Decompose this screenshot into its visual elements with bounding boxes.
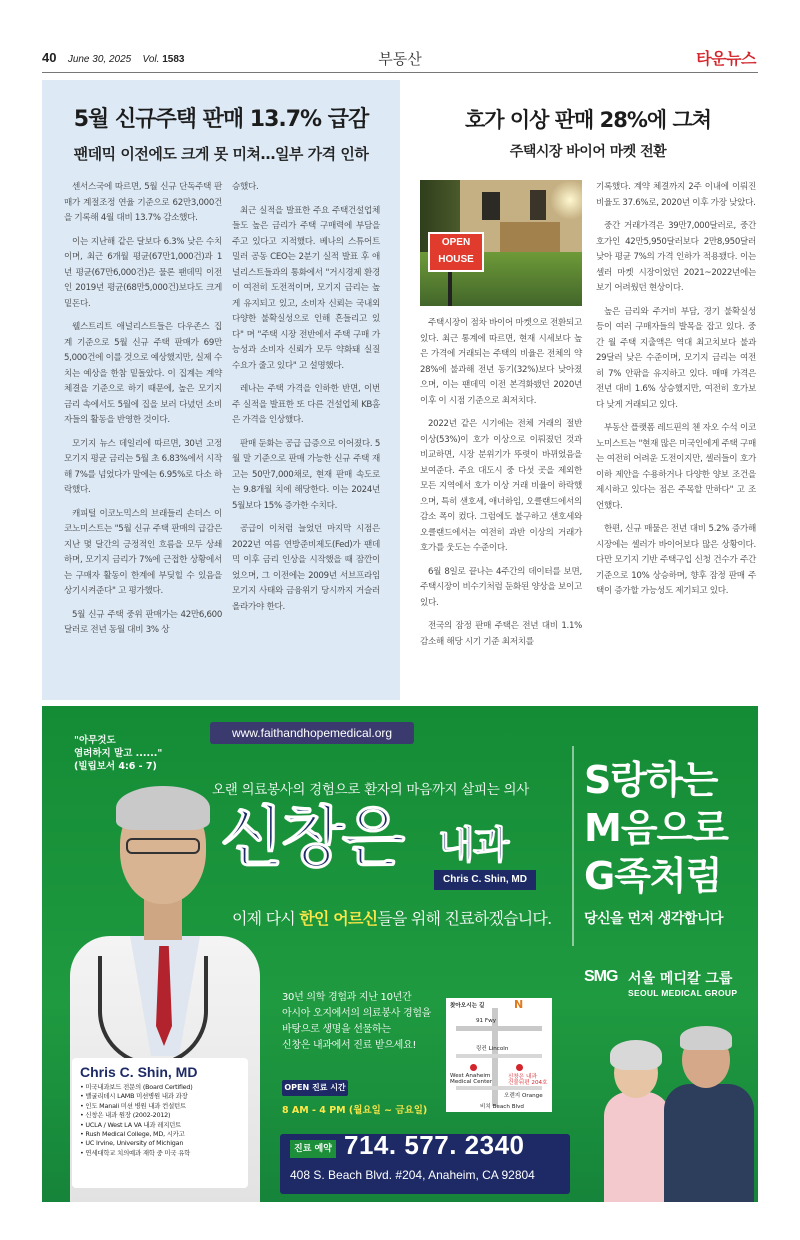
paragraph: 전국의 잠정 판매 주택은 전년 대비 1.1% 감소해 해당 시기 기준 최저치를 [420, 621, 582, 647]
map-label-orange: 오렌지 Orange [504, 1093, 543, 1099]
paragraph: 한편, 신규 매물은 전년 대비 5.2% 증가해 시장에는 셀러가 바이어보다 많은 상황이다. 다만 모기지 기반 주택구입 신청 건수가 주간 기준으로 10% 상승하며, 향후 잠정 판매 주택이 증가할 가능성도 제기되고 있다. [596, 524, 756, 596]
woman-hair [610, 1040, 662, 1070]
smg-logo-icon: SMG [584, 968, 618, 985]
glasses-icon [126, 838, 200, 854]
map-pin-icon [516, 1064, 523, 1071]
group-name: 서울 메디칼 그룹 [628, 971, 733, 987]
north-arrow-icon: N [514, 998, 524, 1011]
sign-line-1: OPEN [441, 237, 471, 248]
left-article-title: 5월 신규주택 판매 13.7% 급감 [73, 107, 369, 132]
intro-line: 신창은 내과에서 진료 받으세요! [282, 1040, 417, 1051]
right-article-column-2 [596, 180, 756, 608]
volume-label: Vol. [142, 54, 160, 65]
doctor-english-name: Chris C. Shin, MD [434, 870, 536, 890]
map-label-fwy: 91 Fwy [476, 1018, 496, 1024]
section-title: 부동산 [378, 50, 422, 68]
paragraph: 레나는 주택 가격을 인하한 반면, 이번 주 실적을 발표한 또 다른 건설업체 KB홈은 가격을 인상했다. [232, 384, 380, 425]
big-slogan-line: G족처럼 [584, 854, 722, 898]
appointment-label: 진료 예약 [290, 1140, 336, 1158]
list-item: • 인도 Manali 미션 병원 내과 컨설턴트 [80, 1102, 240, 1111]
list-item: • 밸굴리데시 LAMB 미션병원 내과 과장 [80, 1092, 240, 1101]
list-item: • Rush Medical College, MD, 시카고 [80, 1130, 240, 1139]
paragraph: 승했다. [232, 182, 259, 192]
map-pin-icon [470, 1064, 477, 1071]
big-slogan-sub: 당신을 먼저 생각합니다 [584, 911, 723, 927]
quote-line: 염려하지 말고 ......" [74, 748, 163, 759]
paragraph: 웰스트리트 애널리스트들은 다우존스 집계 기준으로 5월 신규 주택 판매가 69만5,000건에 이를 것으로 예상했지만, 실제 수치는 예상을 한참 밑돌았다. 이 집계는 계약 체결을 기준으로 하기 때문에, 높은 모기지 금리 속에서도 5월에 집을 보러 다녔던 소비자들의 활동을 반영한 것이다. [64, 322, 222, 425]
left-article-subtitle: 팬데믹 이전에도 크게 못 미쳐…일부 가격 인하 [73, 145, 369, 163]
man-body [664, 1084, 754, 1202]
paragraph: 최근 실적을 발표한 주요 주택건설업체들도 높은 금리가 주택 구매력에 부담을 주고 있다고 지적했다. 베나의 스튜어트 밀러 공동 CEO는 2분기 실적 발표 후 애널리스트들과의 통화에서 "거시경제 환경이 여전히 도전적이며, 모기지 금리는 높게 유지되고 있고, 소비자 신뢰는 국내외 다양한 불확실성으로 인해 흔들리고 있다" 며 "주택 시장 전반에서 주택 구매 가능성과 소비자 신뢰가 모두 약화돼 실질 수요가 줄고 있다" 고 설명했다. [232, 205, 380, 371]
intro-line: 아시아 오지에서의 의료봉사 경험을 [282, 1008, 432, 1019]
clinic-intro [282, 990, 431, 1054]
map-label-medical-center: Medical Center [450, 1079, 493, 1085]
paragraph: 캐피털 이코노믹스의 브래들리 손더스 이코노미스트는 "5월 신규 주택 판매의 급감은 지난 몇 달간의 긍정적인 흐름을 모두 상쇄하며, 모기지 금리가 7%에 근접한 상황에서는 구매자 활동이 한계에 부딪힐 수 있음을 상기시켜준다" 고 평가했다. [64, 508, 222, 596]
bible-quote [74, 734, 162, 773]
paragraph: 모기지 뉴스 데일리에 따르면, 30년 고정 모기지 평균 금리는 5월 초 6.83%에서 시작해 7%를 넘었다가 말에는 6.95%로 다소 하락했다. [64, 438, 222, 495]
clinic-name: 신창은 [220, 799, 403, 876]
elderly-couple-photo [602, 1016, 758, 1202]
tagline-pre: 이제 다시 [232, 909, 295, 928]
right-article-title: 호가 이상 판매 28%에 그쳐 [464, 108, 712, 132]
left-article-column-1 [64, 180, 222, 647]
paragraph: 공급이 이처럼 늘었던 마지막 시점은 2022년 여름 연방준비제도(Fed)가 팬데믹 이후 금리 인상을 시작했을 때 잠깐이었으며, 그 이전에는 2009년 서브프라임 모기지 사태와 금융위기 당시까지 거슬러 올라가야 한다. [232, 524, 380, 612]
map-road [456, 1026, 542, 1031]
paragraph: 부동산 플랫폼 레드핀의 첸 자오 수석 이코노미스트는 "현재 많은 미국인에게 주택 구매는 여전히 어려운 도전이지만, 셀러들이 호가 이하 제안을 수용하거나 다양한 양보 조건을 제시하고 있다는 점은 주목할 만하다" 고 조언했다. [596, 423, 756, 511]
house-window [530, 190, 546, 220]
open-hours: 8 AM - 4 PM (월요일 ~ 금요일) [282, 1105, 428, 1116]
paragraph: 이는 지난해 같은 달보다 6.3% 낮은 수치이며, 최근 6개월 평균(67만1,000건)과 1년 평균(67만6,000건)은 물론 팬데믹 이전인 2019년 평균(68만5,000건)보다도 크게 밑돈다. [64, 236, 222, 309]
website-url[interactable]: www.faithandhopemedical.org [210, 722, 414, 744]
map-label-suite: 건물뒤편 204호 [508, 1080, 548, 1086]
paragraph: 5월 신규 주택 중위 판매가는 42만6,600달러로 전년 동월 대비 3% 상 [64, 609, 222, 635]
big-slogan-line: S랑하는 [584, 758, 718, 802]
paragraph: 중간 거래가격은 39만7,000달러로, 중간 호가인 42만5,950달러보다 2만8,950달러 낮아 평균 7%의 가격 인하가 적용됐다. 이는 셀러 마켓 시장이었던 2021~2022년에는 보기 어려웠던 현상이다. [596, 221, 756, 293]
house-porch [500, 222, 560, 252]
ad-divider [572, 746, 574, 946]
map-label-lincoln: 링컨 Lincoln [476, 1046, 509, 1052]
map-road [456, 1086, 542, 1090]
intro-line: 30년 의학 경험과 지난 10년간 [282, 992, 412, 1003]
paragraph: 주택시장이 점차 바이어 마켓으로 전환되고 있다. 최근 통계에 따르면, 현재 시세보다 높은 가격에 거래되는 주택의 비율은 전체의 약 28%에 불과해 전년 동기(32%)보다 낮아졌으며, 이는 팬데믹 이전 본격화됐던 2020년 이후 이 시점 기준으로 최저치다. [420, 318, 582, 406]
credentials-name: Chris C. Shin, MD [80, 1064, 198, 1080]
house-window [482, 192, 500, 220]
publication-logo: 타운뉴스 [696, 49, 756, 68]
header-divider [42, 72, 758, 73]
credentials-list [80, 1083, 240, 1158]
intro-line: 바탕으로 생명을 선물하는 [282, 1024, 391, 1035]
quote-line: (빌립보서 4:6 - 7) [74, 761, 157, 772]
sign-line-2: HOUSE [438, 254, 474, 265]
page-header [0, 0, 800, 72]
volume-number: 1583 [162, 54, 185, 65]
paragraph: 센서스국에 따르면, 5월 신규 단독주택 판매가 계절조정 연율 기준으로 62만3,000건을 기록해 4월 대비 13.7% 감소했다. [64, 182, 222, 223]
quote-line: "아무것도 [74, 735, 116, 746]
paragraph: 판매 둔화는 공급 급증으로 이어졌다. 5월 말 기준으로 판매 가능한 신규 주택 재고는 50만7,000채로, 현재 판매 속도로는 9.8개월 치에 해당한다. 이는 2024년 5월보다 15% 증가한 수치다. [232, 438, 380, 511]
list-item: • 신창은 내과 원장 (2002-2012) [80, 1111, 240, 1120]
phone-number[interactable]: 714. 577. 2340 [344, 1130, 525, 1160]
ad-tagline [232, 906, 551, 929]
open-hours-label: OPEN 진료 시간 [282, 1080, 348, 1096]
paragraph: 기록했다. 계약 체결까지 2주 이내에 이뤄진 비율도 37.6%로, 2020년 이후 가장 낮았다. [596, 182, 756, 208]
page-number: 40 [42, 50, 57, 65]
right-article-column-1 [420, 316, 582, 658]
doctor-hair [116, 786, 210, 830]
map-label-clinic: 신창은 내과 [508, 1074, 537, 1080]
left-article [42, 80, 400, 700]
tagline-highlight: 한인 어르신 [299, 909, 378, 928]
clinic-address: 408 S. Beach Blvd. #204, Anaheim, CA 92804 [290, 1168, 535, 1182]
issue-date: June 30, 2025 [67, 54, 132, 65]
open-house-photo [420, 180, 582, 306]
clinic-suffix: 내과 [438, 823, 508, 867]
map-road [456, 1054, 542, 1058]
doctor-credentials [72, 1058, 248, 1188]
list-item: • UCLA / West LA VA 내과 레지던트 [80, 1121, 240, 1130]
paragraph: 6월 8일로 끝나는 4주간의 데이터를 보면, 주택시장이 비수기처럼 둔화된 양상을 보이고 있다. [420, 566, 582, 608]
group-english-name: SEOUL MEDICAL GROUP [628, 988, 738, 998]
left-article-column-2 [232, 180, 380, 623]
paragraph: 높은 금리와 주거비 부담, 경기 불확실성 등이 여러 구매자들의 발목을 잡고 있다. 중간 월 주택 지출액은 역대 최고치보다 불과 29달러 낮은 수준이며, 모기지 금리는 여전히 7% 안팎을 유지하고 있다. 매매 가격은 전년 대비 1.6% 상승했지만, 여전히 호가보다 낮게 거래되고 있다. [596, 306, 756, 410]
map-title: 찾아오시는 길 [450, 1003, 485, 1009]
list-item: • UC Irvine, University of Michigan [80, 1139, 240, 1148]
man-hair [680, 1026, 732, 1050]
tagline-post: 들을 위해 진료하겠습니다. [377, 909, 552, 928]
location-map [446, 998, 552, 1112]
list-item: • 미국내과보드 전문의 (Board Certified) [80, 1083, 240, 1092]
big-slogan [584, 756, 754, 900]
stethoscope-icon [98, 956, 208, 1066]
list-item: • 연세대학교 치의예과 재학 중 미국 유학 [80, 1149, 240, 1158]
clinic-advertisement [42, 706, 758, 1202]
open-house-sign [428, 232, 484, 272]
map-label-beach: 비치 Beach Blvd [480, 1104, 524, 1110]
big-slogan-line: M음으로 [584, 806, 728, 850]
woman-body [604, 1092, 670, 1202]
ad-slogan: 오랜 의료봉사의 경험으로 환자의 마음까지 살피는 의사 [212, 782, 529, 798]
sun-glow [550, 180, 582, 220]
right-article-subtitle: 주택시장 바이어 마켓 전환 [509, 144, 667, 160]
paragraph: 2022년 같은 시기에는 전체 거래의 절반 이상(53%)이 호가 이상으로 이뤄졌던 것과 비교하면, 시장 분위기가 뚜렷이 바뀌었음을 보여준다. 주요 대도시 중 다섯 곳을 제외한 모든 지역에서 호가 이상 거래 비율이 하락했으며, 특히 샌호세, 애너하임, 오클랜드에서의 감소 폭이 컸다. 그럼에도 불구하고 샌호세와 오클랜드에서는 여전히 과반 이상의 거래가 호가를 웃도는 수준이다. [420, 419, 582, 553]
map-label-west: West Anaheim [450, 1073, 491, 1079]
